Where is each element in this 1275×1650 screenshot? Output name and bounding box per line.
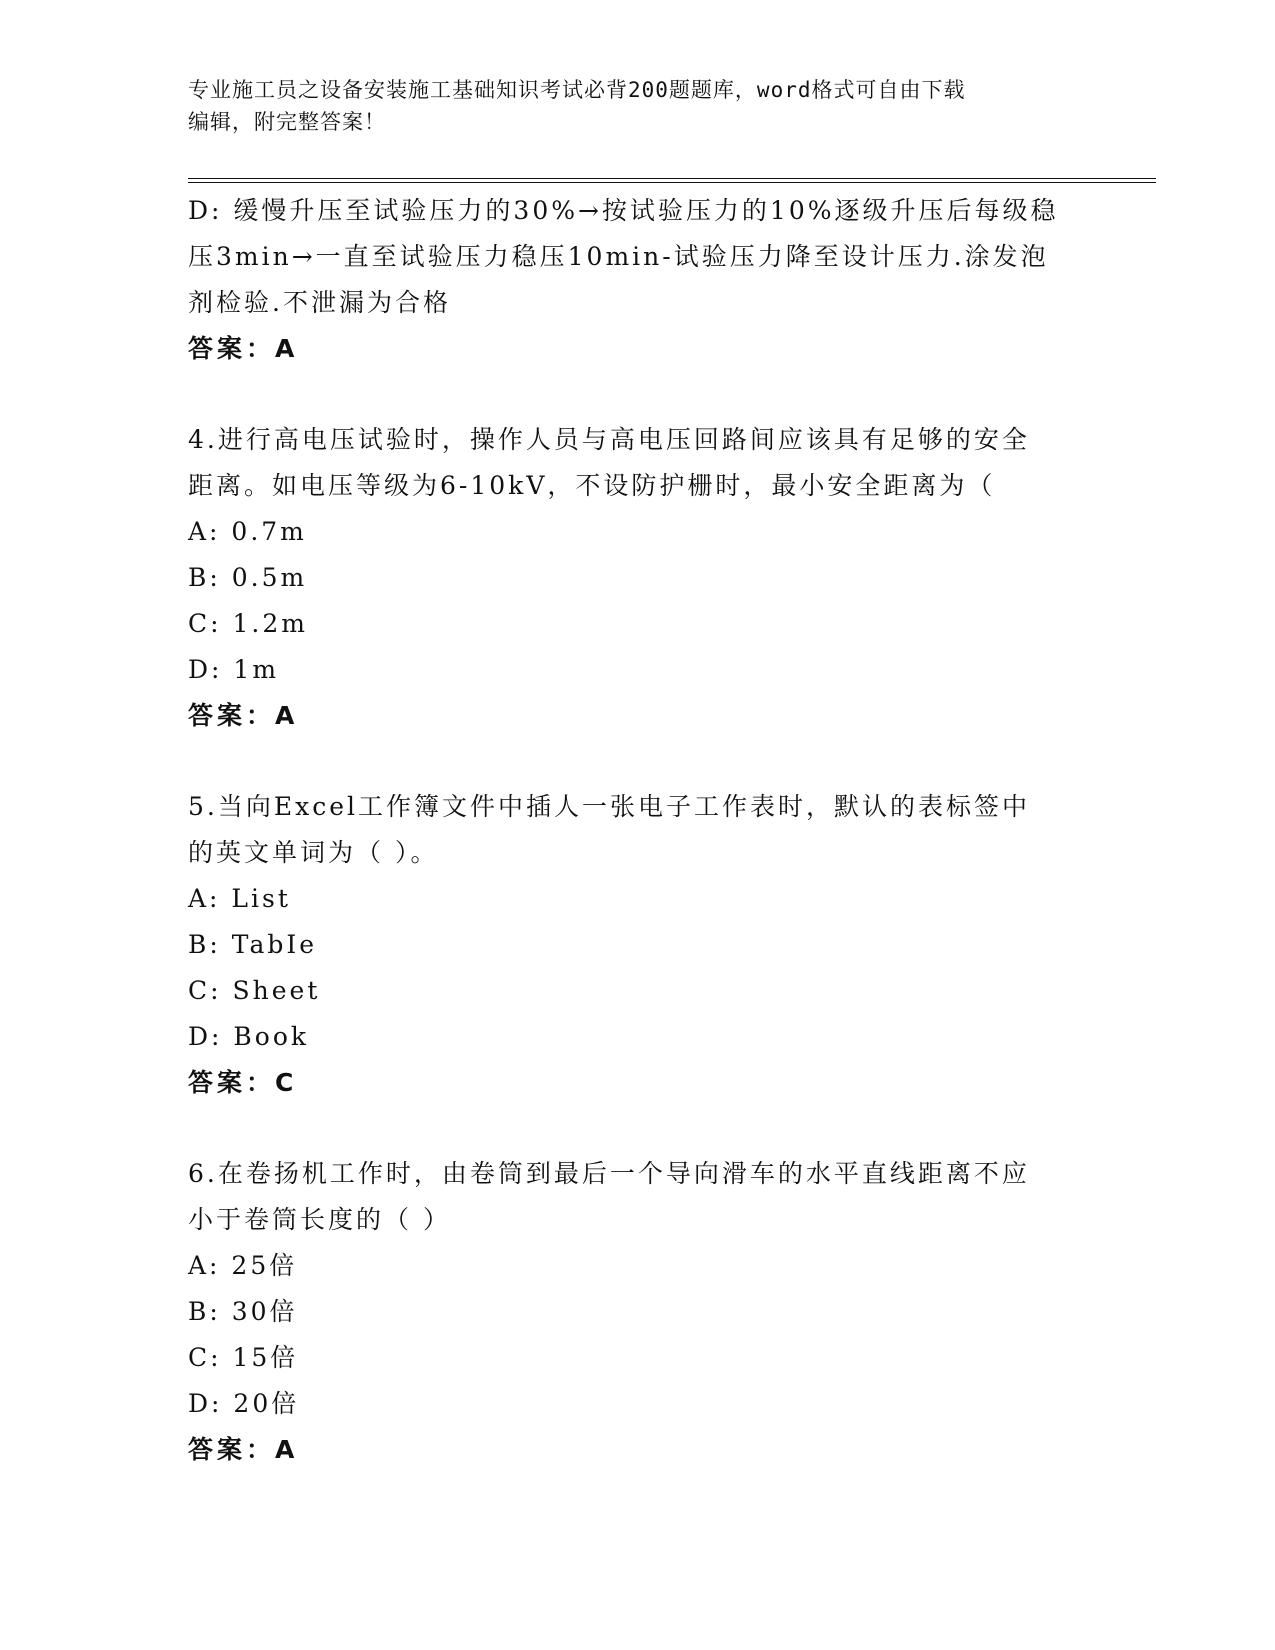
option-d: D: 20倍 <box>188 1389 300 1418</box>
question-gap <box>188 739 1068 784</box>
option-a: A: List <box>188 884 291 913</box>
answer-line: 答案：C <box>188 1068 298 1097</box>
question-stem-line: 小于卷筒长度的（ ） <box>188 1205 451 1234</box>
option-d: D: 1m <box>188 655 280 684</box>
header-title-line-2: 编辑，附完整答案！ <box>188 110 386 134</box>
option-c: C: 1.2m <box>188 609 308 638</box>
option-a: A: 25倍 <box>188 1251 298 1280</box>
header-title-line-1: 专业施工员之设备安装施工基础知识考试必背200题题库，word格式可自由下载 <box>188 78 966 102</box>
question-5 <box>188 784 1068 1106</box>
header-divider <box>188 178 1156 183</box>
option-text-line: 剂检验.不泄漏为合格 <box>188 288 451 317</box>
question-stem-line: 6.在卷扬机工作时，由卷筒到最后一个导向滑车的水平直线距离不应 <box>188 1159 1030 1188</box>
option-text-line: 压3min→一直至试验压力稳压10min-试验压力降至设计压力.涂发泡 <box>188 242 1049 271</box>
answer-line: 答案：A <box>188 1435 299 1464</box>
option-c: C: 15倍 <box>188 1343 299 1372</box>
option-b: B: 0.5m <box>188 563 308 592</box>
question-gap <box>188 372 1068 417</box>
question-gap <box>188 1106 1068 1151</box>
option-a: A: 0.7m <box>188 517 307 546</box>
option-c: C: Sheet <box>188 976 321 1005</box>
option-b: B: TabIe <box>188 930 318 959</box>
question-3-tail <box>188 188 1068 372</box>
document-body <box>188 188 1068 1473</box>
answer-line: 答案：A <box>188 701 299 730</box>
question-stem-line: 4.进行高电压试验时，操作人员与高电压回路间应该具有足够的安全 <box>188 425 1030 454</box>
question-4 <box>188 417 1068 739</box>
question-6 <box>188 1151 1068 1473</box>
question-stem-line: 距离。如电压等级为6-10kV，不设防护栅时，最小安全距离为（ <box>188 471 996 500</box>
answer-line: 答案：A <box>188 334 299 363</box>
option-text-line: D: 缓慢升压至试验压力的30%→按试验压力的10%逐级升压后每级稳 <box>188 196 1059 225</box>
page-header <box>188 74 1088 138</box>
option-b: B: 30倍 <box>188 1297 298 1326</box>
question-stem-line: 5.当向Excel工作簿文件中插人一张电子工作表时，默认的表标签中 <box>188 792 1030 821</box>
question-stem-line: 的英文单词为（ ）。 <box>188 838 439 867</box>
option-d: D: Book <box>188 1022 310 1051</box>
